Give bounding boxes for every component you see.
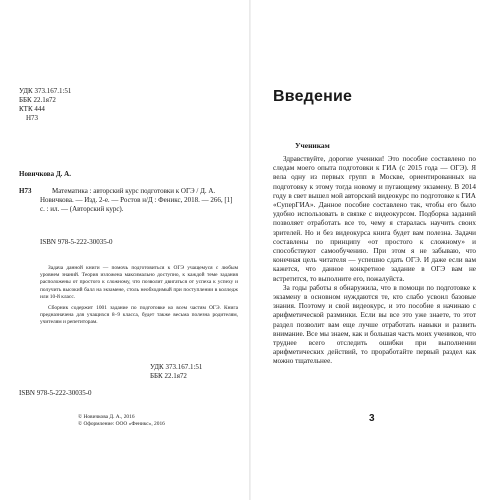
- right-page: [250, 0, 500, 500]
- section-subheading: Ученикам: [295, 141, 330, 150]
- author-sign: Н73: [19, 187, 32, 195]
- page-title: Введение: [273, 88, 353, 105]
- body-text: [273, 155, 476, 367]
- isbn-top: ISBN 978-5-222-30035-0: [40, 238, 113, 246]
- catalog-entry: Математика : авторский курс подготовки к ОГЭ / Д. А. Новичкова. — Изд. 2-е. — Ростов н/Д : Феникс, 2018. — 266, [1] с. : ил. — (Авторский курс).: [40, 187, 233, 213]
- body-paragraph: За годы работы я обнаружила, что в помощи по подготовке к экзамену в основном нуждаются те, кто слабо усвоил базовые знания. Поэтому и свой видеокурс, и это пособие я начинаю с арифметической разминки. Если вы все это уже знаете, то этот раздел позволит вам еще лучше отработать навыки и развить внимание. Все мы знаем, как и большая часть моих учеников, что труднее всего отследить ошибки при выполнении арифметических действий, то проработайте первый раздел как можно тщательнее.: [273, 283, 476, 366]
- isbn-bottom: ISBN 978-5-222-30035-0: [19, 389, 92, 397]
- author-name: Новичкова Д. А.: [19, 170, 71, 178]
- annotation: [40, 265, 238, 331]
- copyright-author: © Новичкова Д. А., 2016: [78, 414, 135, 420]
- body-paragraph: Здравствуйте, дорогие ученики! Это пособие составлено по следам моего опыта подготовки к ГИА (с 2015 года — ОГЭ). Я вела одну из первых групп в Москве, ориентированных на подготовку к этому тогда новому и пугающему экзамену. В 2014 году в свет вышел мой авторский видеокурс по подготовке к ГИА «СуперГИА». Данное пособие составлено так, чтобы его было удобно использовать в связке с видеокурсом. Подборка заданий позволяет отработать все то, чему я старалась научить своих зрителей. Но и без видеокурса книга будет вам полезна. Задачи составлены по принципу «от простого к сложному» и способствуют самообучению. При этом я не забываю, что конечная цель читателя — успешно сдать ОГЭ. И даже если вам кажется, что данное конкретное задание в ОГЭ вам не встретится, то выполните его, пожалуйста.: [273, 155, 476, 283]
- copyright-design: © Оформление: ООО «Феникс», 2016: [78, 421, 165, 428]
- bbk-line: ББК 22.1я72: [19, 96, 56, 104]
- udk-line: УДК 373.167.1:51: [19, 87, 72, 95]
- bbk-line: ББК 22.1я72: [150, 372, 187, 380]
- ktk-line: КТК 444: [19, 105, 45, 113]
- copyright-block: [78, 414, 165, 428]
- annotation-paragraph: Сборник содержит 1001 задание по подготовке ко всем частям ОГЭ. Книга предназначена для учащихся 8–9 класса, будет также весьма полезна родителям, учителям и репетиторам.: [40, 305, 238, 326]
- udk-line: УДК 373.167.1:51: [150, 363, 203, 371]
- annotation-paragraph: Задача данной книги — помочь подготовиться к ОГЭ учащемуся с любым уровнем знаний. Теория изложена максимально доступно, к каждой теме задания расположены от простого к сложному, что позволит двигаться от успеха к успеху и получить высокий балл на экзамене, столь необходимый при поступлении в колледж или 10-й класс.: [40, 265, 238, 300]
- udk-block-top: [19, 87, 71, 123]
- udk-block-bottom: [150, 363, 202, 381]
- author-code-line: Н73: [26, 114, 39, 122]
- page-number: 3: [369, 413, 375, 424]
